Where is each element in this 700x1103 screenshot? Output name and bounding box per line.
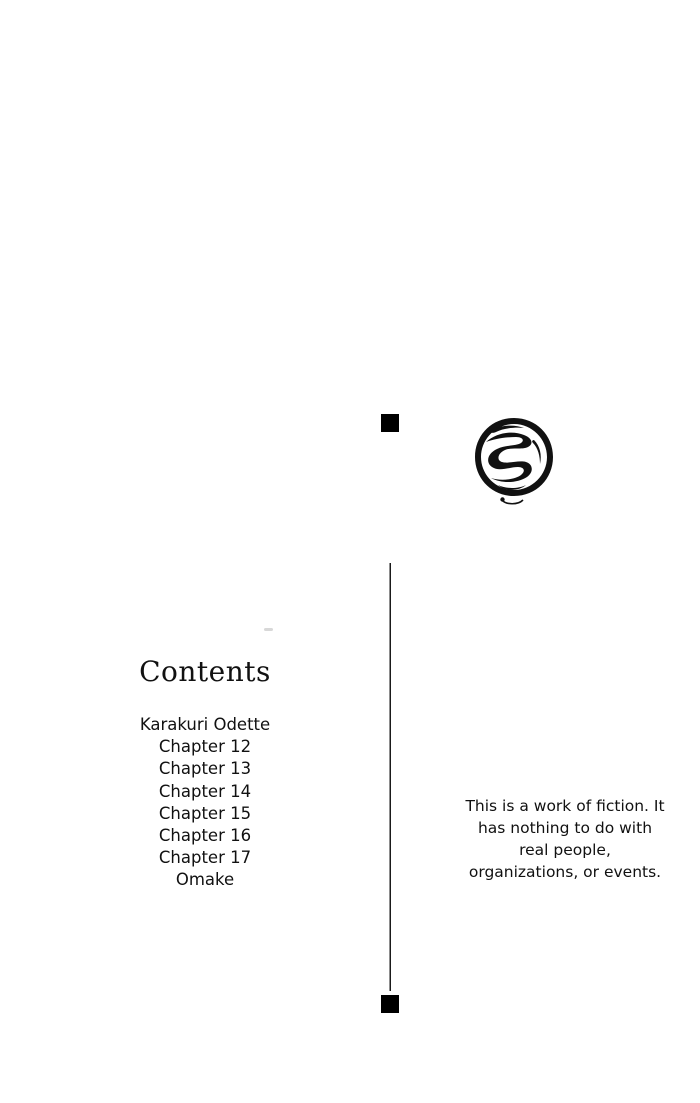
contents-section [60,655,350,892]
table-of-contents-list [60,714,350,892]
list-item[interactable]: Chapter 16 [158,826,252,846]
list-item[interactable]: Karakuri Odette [139,715,271,734]
page-title: Contents [139,655,271,688]
list-item[interactable]: Chapter 15 [158,803,252,823]
list-item[interactable]: Chapter 14 [158,781,252,801]
list-item[interactable]: Omake [175,870,235,890]
divider-cap-bottom [381,995,399,1013]
list-item[interactable]: Chapter 12 [158,737,252,757]
paper-smudge-mark [264,628,273,631]
divider-cap-top [381,414,399,432]
list-item[interactable]: Chapter 17 [158,848,252,868]
publisher-swirl-emblem [472,415,556,507]
legal-disclaimer-text: This is a work of fiction. It has nothing to do with real people, organizations, or events. [465,797,665,881]
list-item[interactable]: Chapter 13 [158,759,252,779]
vertical-divider-rule [389,563,391,991]
